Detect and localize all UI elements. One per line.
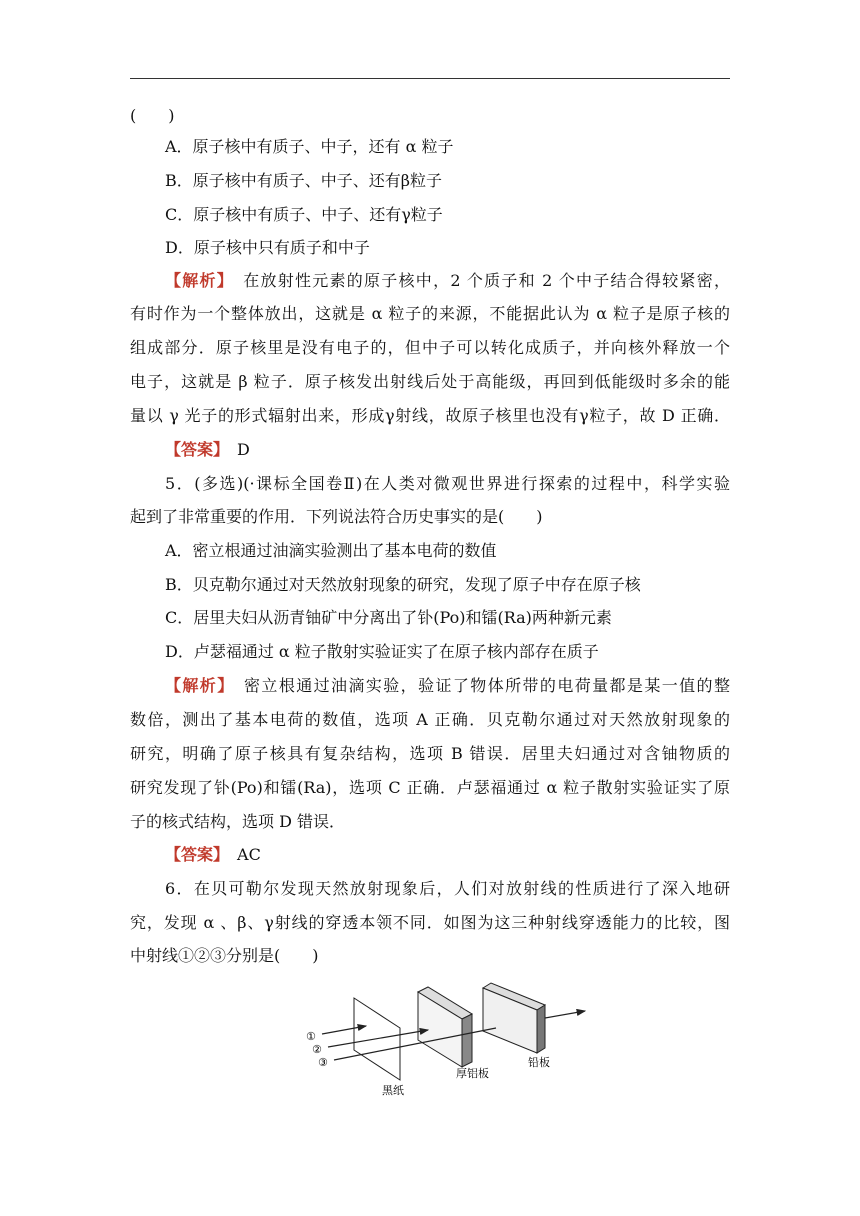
answer-value: D (237, 440, 250, 459)
analysis-text: 密立根通过油滴实验，验证了物体所带的电荷量都是某一值的整 (244, 676, 730, 695)
plate-label-black-paper: 黑纸 (382, 1084, 404, 1097)
q4-option-a: A．原子核中有质子、中子，还有 α 粒子 (165, 137, 454, 156)
plate-label-lead: 铅板 (528, 1056, 550, 1069)
q5-stem-line: 起到了非常重要的作用．下列说法符合历史事实的是( ) (130, 507, 543, 526)
q4-analysis-line: 电子，这就是 β 粒子．原子核发出射线后处于高能级，再回到低能级时多余的能 (130, 372, 730, 391)
q6-stem-line: 中射线①②③分别是( ) (130, 946, 319, 965)
answer-value: AC (237, 845, 261, 864)
ray-label-2: ② (312, 1043, 322, 1056)
q4-option-b: B．原子核中有质子、中子、还有β粒子 (165, 171, 443, 190)
header-rule (130, 78, 730, 79)
q4-option-d: D．原子核中只有质子和中子 (165, 238, 370, 257)
ray-label-3: ③ (318, 1056, 328, 1069)
q5-option-c: C．居里夫妇从沥青铀矿中分离出了钋(Po)和镭(Ra)两种新元素 (165, 608, 612, 627)
q5-answer (165, 845, 261, 865)
answer-tag: 【答案】 (165, 845, 222, 864)
q4-answer (165, 440, 250, 460)
analysis-text: 在放射性元素的原子核中，2 个质子和 2 个中子结合得较紧密， (243, 271, 730, 290)
q5-option-b: B．贝克勒尔通过对天然放射现象的研究，发现了原子中存在原子核 (165, 575, 641, 594)
q5-analysis-line: 子的核式结构，选项 D 错误． (130, 812, 346, 831)
q6-stem-line: 6．在贝可勒尔发现天然放射现象后，人们对放射线的性质进行了深入地研 (165, 879, 730, 898)
aluminum-plate-side (462, 1014, 472, 1067)
ray-label-1: ① (306, 1030, 316, 1043)
q5-analysis-line: 数倍，测出了基本电荷的数值，选项 A 正确．贝克勒尔通过对天然放射现象的 (130, 710, 730, 729)
ray-3-exit-line (545, 1011, 585, 1018)
q5-stem-line: 5．(多选)(·课标全国卷Ⅱ)在人类对微观世界进行探索的过程中，科学实验 (165, 474, 730, 493)
analysis-tag: 【解析】 (165, 676, 227, 695)
q5-analysis-first-line (165, 676, 730, 696)
q4-paren: ( ) (130, 106, 175, 125)
q4-analysis-first-line (165, 271, 730, 291)
q4-option-c: C．原子核中有质子、中子、还有γ粒子 (165, 205, 443, 224)
q5-analysis-line: 研究，明确了原子核具有复杂结构，选项 B 错误．居里夫妇通过对含铀物质的 (130, 744, 730, 763)
q4-analysis-line: 有时作为一个整体放出，这就是 α 粒子的来源，不能据此认为 α 粒子是原子核的 (130, 304, 730, 323)
q4-analysis-line: 组成部分．原子核里是没有电子的，但中子可以转化成质子，并向核外释放一个 (130, 338, 730, 357)
q5-option-d: D．卢瑟福通过 α 粒子散射实验证实了在原子核内部存在质子 (165, 642, 599, 661)
answer-tag: 【答案】 (165, 440, 222, 459)
q4-analysis-line: 量以 γ 光子的形式辐射出来，形成γ射线，故原子核里也没有γ粒子，故 D 正确． (130, 406, 730, 425)
q5-analysis-line: 研究发现了钋(Po)和镭(Ra)，选项 C 正确．卢瑟福通过 α 粒子散射实验证实了原 (130, 778, 730, 797)
q5-option-a: A．密立根通过油滴实验测出了基本电荷的数值 (165, 541, 497, 560)
lead-plate-side (537, 1005, 545, 1053)
q6-stem-line: 究，发现 α 、β、γ射线的穿透本领不同．如图为这三种射线穿透能力的比较，图 (130, 913, 730, 932)
plate-label-aluminum: 厚铝板 (456, 1067, 489, 1080)
radiation-penetration-figure (300, 978, 600, 1100)
analysis-tag: 【解析】 (165, 271, 227, 290)
